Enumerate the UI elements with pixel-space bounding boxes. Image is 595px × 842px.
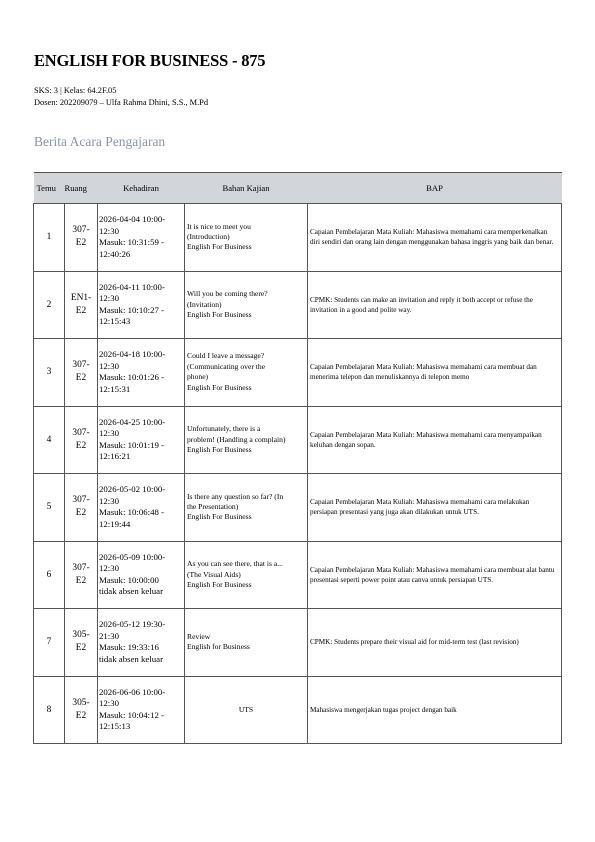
bahan-line: As you can see there, that is a... — [187, 559, 283, 569]
lecturer-meta: Dosen: 202209079 – Ulfa Rahma Dhini, S.S., M.Pd — [34, 98, 209, 107]
kehadiran-line: Masuk: 10:00:00 — [99, 574, 159, 585]
bahan-line: problem! (Handling a complain) — [187, 434, 286, 444]
cell-bahan-kajian — [185, 474, 308, 542]
bahan-line: UTS — [238, 704, 254, 714]
bahan-line: phone) — [187, 372, 209, 382]
cell-bap: Capaian Pembelajaran Mata Kuliah: Mahasiswa memahami cara memperkenalkan diri sendiri dan orang lain dengan menggunakan bahasa inggris yang baik dan benar. — [308, 204, 562, 272]
kehadiran-line: 12:16:21 — [99, 451, 131, 462]
ruang-line: 307- — [72, 225, 90, 236]
bahan-line: (Invitation) — [187, 299, 222, 309]
ruang-line: 307- — [72, 427, 90, 438]
header-ruang: Ruang — [65, 173, 98, 204]
bahan-line: English For Business — [187, 382, 252, 392]
kehadiran-line: 2026-04-04 10:00- — [99, 214, 166, 225]
kehadiran-line: 12:30 — [99, 293, 120, 304]
kehadiran-line: 2026-05-02 10:00- — [99, 484, 166, 495]
kehadiran-line: 2026-05-12 19:30- — [99, 619, 166, 630]
section-title: Berita Acara Pengajaran — [34, 134, 166, 149]
table-row — [34, 339, 562, 407]
table-row — [34, 676, 562, 744]
kehadiran-line: 12:40:26 — [99, 248, 131, 259]
cell-bahan-kajian — [185, 339, 308, 407]
ruang-line: 305- — [72, 630, 90, 641]
bahan-line: (Introduction) — [187, 232, 230, 242]
cell-kehadiran — [98, 474, 185, 542]
table-row — [34, 609, 562, 677]
kehadiran-line: 2026-06-06 10:00- — [99, 686, 166, 697]
cell-ruang — [65, 609, 98, 677]
cell-ruang — [65, 406, 98, 474]
kehadiran-line: 12:30 — [99, 360, 120, 371]
header-temu: Temu — [34, 173, 65, 204]
page-title: ENGLISH FOR BUSINESS - 875 — [34, 51, 266, 70]
ruang-line: 307- — [72, 360, 90, 371]
cell-bap: Capaian Pembelajaran Mata Kuliah: Mahasiswa memahami cara membuat dan menerima telepon dan menuliskannya di telepon memo — [308, 339, 562, 407]
kehadiran-line: 12:30 — [99, 225, 120, 236]
table-row — [34, 541, 562, 609]
cell-kehadiran — [98, 271, 185, 339]
ruang-line: E2 — [75, 710, 87, 721]
bahan-line: Review — [187, 631, 211, 641]
cell-bahan-kajian — [185, 609, 308, 677]
bahan-line: Unfortunately, there is a — [187, 424, 261, 434]
cell-temu: 7 — [34, 609, 65, 677]
bahan-line: It is nice to meet you — [187, 221, 251, 231]
bahan-line: Will you be coming there? — [187, 289, 268, 299]
table-row — [34, 406, 562, 474]
course-meta: SKS: 3 | Kelas: 64.2F.05 — [34, 86, 117, 95]
kehadiran-line: Masuk: 10:10:27 - — [99, 304, 164, 315]
bahan-line: English For Business — [187, 309, 252, 319]
ruang-line: E2 — [75, 373, 87, 384]
ruang-line: E2 — [75, 508, 87, 519]
cell-temu: 5 — [34, 474, 65, 542]
header-bahan-kajian: Bahan Kajian — [185, 173, 308, 204]
ruang-line: E2 — [75, 643, 87, 654]
table-row — [34, 204, 562, 272]
ruang-line: E2 — [75, 305, 87, 316]
kehadiran-line: Masuk: 10:01:26 - — [99, 372, 164, 383]
cell-ruang — [65, 676, 98, 744]
kehadiran-line: 2026-04-18 10:00- — [99, 349, 166, 360]
cell-temu: 1 — [34, 204, 65, 272]
kehadiran-line: 2026-05-09 10:00- — [99, 551, 166, 562]
ruang-line: 305- — [72, 697, 90, 708]
cell-ruang — [65, 204, 98, 272]
ruang-line: E2 — [75, 440, 87, 451]
kehadiran-line: Masuk: 10:01:19 - — [99, 439, 164, 450]
kehadiran-line: Masuk: 10:04:12 - — [99, 709, 164, 720]
cell-temu: 8 — [34, 676, 65, 744]
cell-kehadiran — [98, 339, 185, 407]
cell-bap: Capaian Pembelajaran Mata Kuliah: Mahasiswa memahami cara membuat alat bantu presentasi seperti power point atau canva untuk persiapan UTS. — [308, 541, 562, 609]
cell-temu: 2 — [34, 271, 65, 339]
ruang-line: 307- — [72, 562, 90, 573]
bahan-line: English For Business — [187, 512, 252, 522]
kehadiran-line: 21:30 — [99, 630, 120, 641]
kehadiran-line: Masuk: 19:33:16 — [99, 642, 159, 653]
kehadiran-line: 12:19:44 — [99, 518, 131, 529]
cell-bap: CPMK: Students can make an invitation and reply it both accept or refuse the invitation in a good and polite way. — [308, 271, 562, 339]
kehadiran-line: 2026-04-25 10:00- — [99, 416, 166, 427]
kehadiran-line: 12:15:31 — [99, 383, 131, 394]
cell-kehadiran — [98, 406, 185, 474]
kehadiran-line: 12:15:43 — [99, 316, 131, 327]
bahan-line: Is there any question so far? (In — [187, 491, 284, 501]
cell-bap: Mahasiswa mengerjakan tugas project dengan baik — [308, 676, 562, 744]
cell-temu: 6 — [34, 541, 65, 609]
ruang-line: 307- — [72, 495, 90, 506]
bahan-line: (The Visual Aids) — [187, 569, 241, 579]
cell-temu: 4 — [34, 406, 65, 474]
kehadiran-line: Masuk: 10:31:59 - — [99, 237, 164, 248]
kehadiran-line: 2026-04-11 10:00- — [99, 281, 165, 292]
cell-kehadiran — [98, 541, 185, 609]
bahan-line: English For Business — [187, 444, 252, 454]
teaching-report-table — [33, 172, 562, 744]
table-row — [34, 474, 562, 542]
bahan-line: English For Business — [187, 579, 252, 589]
cell-ruang — [65, 271, 98, 339]
kehadiran-line: tidak absen keluar — [99, 586, 163, 597]
cell-ruang — [65, 541, 98, 609]
cell-bahan-kajian — [185, 406, 308, 474]
cell-bap: Capaian Pembelajaran Mata Kuliah: Mahasiswa memahami cara menyampaikan keluhan dengan sopan. — [308, 406, 562, 474]
cell-bap: CPMK: Students prepare their visual aid for mid-term test (last revision) — [308, 609, 562, 677]
cell-kehadiran — [98, 204, 185, 272]
kehadiran-line: Masuk: 10:06:48 - — [99, 507, 164, 518]
bahan-line: (Communicating over the — [187, 361, 266, 371]
table-row — [34, 271, 562, 339]
ruang-line: EN1- — [70, 292, 92, 303]
cell-ruang — [65, 339, 98, 407]
cell-bahan-kajian — [185, 541, 308, 609]
bahan-line: English for Business — [187, 642, 250, 652]
cell-temu: 3 — [34, 339, 65, 407]
cell-kehadiran — [98, 609, 185, 677]
cell-bahan-kajian — [185, 204, 308, 272]
header-bap: BAP — [308, 173, 562, 204]
cell-kehadiran — [98, 676, 185, 744]
kehadiran-line: 12:30 — [99, 698, 120, 709]
cell-bahan-kajian — [185, 676, 308, 744]
kehadiran-line: 12:30 — [99, 428, 120, 439]
kehadiran-line: 12:30 — [99, 563, 120, 574]
cell-bap: Capaian Pembelajaran Mata Kuliah: Mahasiswa memahami cara melakukan persiapan presentasi yang juga akan dilakukan untuk UTS. — [308, 474, 562, 542]
table-header-row — [34, 173, 562, 204]
bahan-line: Could I leave a message? — [187, 351, 265, 361]
ruang-line: E2 — [75, 238, 87, 249]
header-kehadiran: Kehadiran — [98, 173, 185, 204]
kehadiran-line: tidak absen keluar — [99, 653, 163, 664]
kehadiran-line: 12:15:13 — [99, 721, 131, 732]
cell-ruang — [65, 474, 98, 542]
cell-bahan-kajian — [185, 271, 308, 339]
bahan-line: the Presentation) — [187, 502, 239, 512]
kehadiran-line: 12:30 — [99, 495, 120, 506]
ruang-line: E2 — [75, 575, 87, 586]
bahan-line: English For Business — [187, 242, 252, 252]
